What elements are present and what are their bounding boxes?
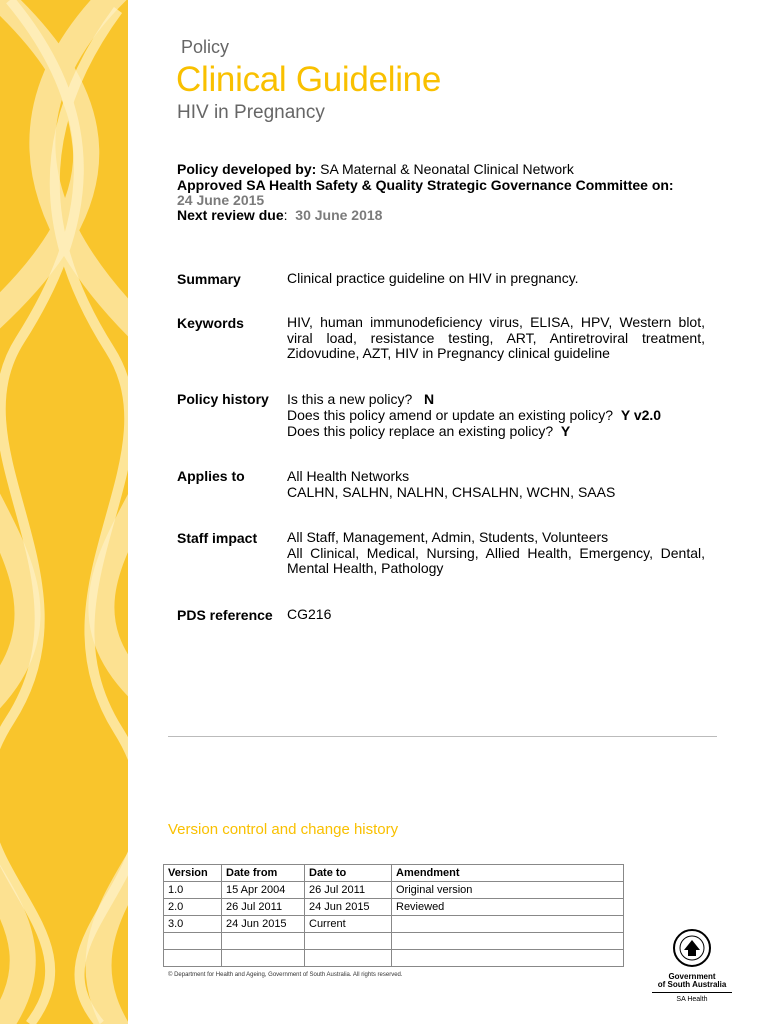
- table-header-cell: Date from: [222, 865, 305, 882]
- history-answer-1: N: [423, 391, 435, 407]
- table-header-row: [164, 865, 624, 882]
- pds-reference-label: PDS reference: [177, 607, 273, 623]
- history-answer-2: Y v2.0: [620, 407, 662, 423]
- staff-impact-label: Staff impact: [177, 530, 258, 546]
- table-row: [164, 916, 624, 933]
- table-row: [164, 933, 624, 950]
- staff-impact-block: [287, 530, 705, 577]
- table-cell: [305, 950, 392, 967]
- applies-to-block: [287, 468, 705, 500]
- policy-history-block: [287, 391, 705, 439]
- applies-to-line-1: All Health Networks: [287, 468, 410, 484]
- copyright-notice: © Department for Health and Ageing, Government of South Australia. All rights reserved.: [168, 972, 403, 978]
- pds-reference-value: CG216: [287, 606, 332, 622]
- approved-line: [177, 177, 674, 193]
- summary-value: Clinical practice guideline on HIV in pregnancy.: [287, 270, 579, 286]
- sa-health-label: SA Health: [676, 996, 708, 1003]
- table-header-cell: Version: [164, 865, 222, 882]
- table-cell: 24 Jun 2015: [305, 899, 392, 916]
- government-name-line-1: Government: [668, 972, 716, 981]
- developed-by-value: SA Maternal & Neonatal Clinical Network: [320, 161, 574, 177]
- table-cell: [164, 933, 222, 950]
- table-cell: [222, 950, 305, 967]
- table-row: [164, 950, 624, 967]
- policy-history-label: Policy history: [177, 391, 269, 407]
- version-control-title: Version control and change history: [168, 821, 399, 838]
- keywords-value: HIV, human immunodeficiency virus, ELISA, HPV, Western blot, viral load, resistance testing, ART, Antiretroviral treatment, Zidovudine, AZT, HIV in Pregnancy clinical guideline: [287, 314, 705, 361]
- review-date: 30 June 2018: [295, 207, 383, 223]
- applies-to-label: Applies to: [177, 468, 245, 484]
- table-cell: Reviewed: [392, 899, 624, 916]
- review-separator: :: [283, 207, 288, 223]
- table-cell: 26 Jul 2011: [222, 899, 305, 916]
- summary-label: Summary: [177, 271, 241, 287]
- table-row: [164, 899, 624, 916]
- history-question-1: Is this a new policy? N: [287, 391, 435, 407]
- table-cell: 2.0: [164, 899, 222, 916]
- table-row: [164, 882, 624, 899]
- table-cell: 15 Apr 2004: [222, 882, 305, 899]
- table-cell: 1.0: [164, 882, 222, 899]
- history-question-2: Does this policy amend or update an existing policy? Y v2.0: [287, 407, 662, 423]
- keywords-label: Keywords: [177, 315, 244, 331]
- government-logo: [652, 928, 732, 1003]
- page-title: Clinical Guideline: [176, 60, 442, 99]
- table-cell: [392, 950, 624, 967]
- page-subtitle: HIV in Pregnancy: [177, 102, 325, 123]
- table-cell: [164, 950, 222, 967]
- table-cell: Original version: [392, 882, 624, 899]
- approved-label: Approved SA Health Safety & Quality Strategic Governance Committee on:: [177, 177, 674, 193]
- staff-impact-line-1: All Staff, Management, Admin, Students, Volunteers: [287, 529, 609, 545]
- table-cell: [222, 933, 305, 950]
- review-line: [177, 207, 382, 223]
- developed-by-line: [177, 161, 574, 177]
- coat-of-arms-icon: [672, 928, 712, 968]
- review-label: Next review due: [177, 207, 284, 223]
- table-header-cell: Amendment: [392, 865, 624, 882]
- ribbon-pattern-icon: [0, 0, 128, 1024]
- history-answer-3: Y: [560, 423, 571, 439]
- table-cell: 24 Jun 2015: [222, 916, 305, 933]
- staff-impact-line-2: All Clinical, Medical, Nursing, Allied Health, Emergency, Dental, Mental Health, Pathology: [287, 544, 705, 576]
- decorative-side-band: [0, 0, 128, 1024]
- version-control-table: [163, 864, 624, 967]
- developed-by-label: Policy developed by:: [177, 161, 317, 177]
- table-cell: [305, 933, 392, 950]
- approved-date: 24 June 2015: [177, 192, 265, 208]
- history-question-3: Does this policy replace an existing policy? Y: [287, 423, 571, 439]
- table-cell: 3.0: [164, 916, 222, 933]
- government-name-line-2: of South Australia: [657, 980, 727, 989]
- table-cell: Current: [305, 916, 392, 933]
- table-cell: 26 Jul 2011: [305, 882, 392, 899]
- policy-label: Policy: [181, 37, 230, 57]
- table-cell: [392, 933, 624, 950]
- table-cell: [392, 916, 624, 933]
- table-header-cell: Date to: [305, 865, 392, 882]
- section-divider: [168, 736, 717, 737]
- applies-to-line-2: CALHN, SALHN, NALHN, CHSALHN, WCHN, SAAS: [287, 484, 616, 500]
- logo-divider: [652, 992, 732, 993]
